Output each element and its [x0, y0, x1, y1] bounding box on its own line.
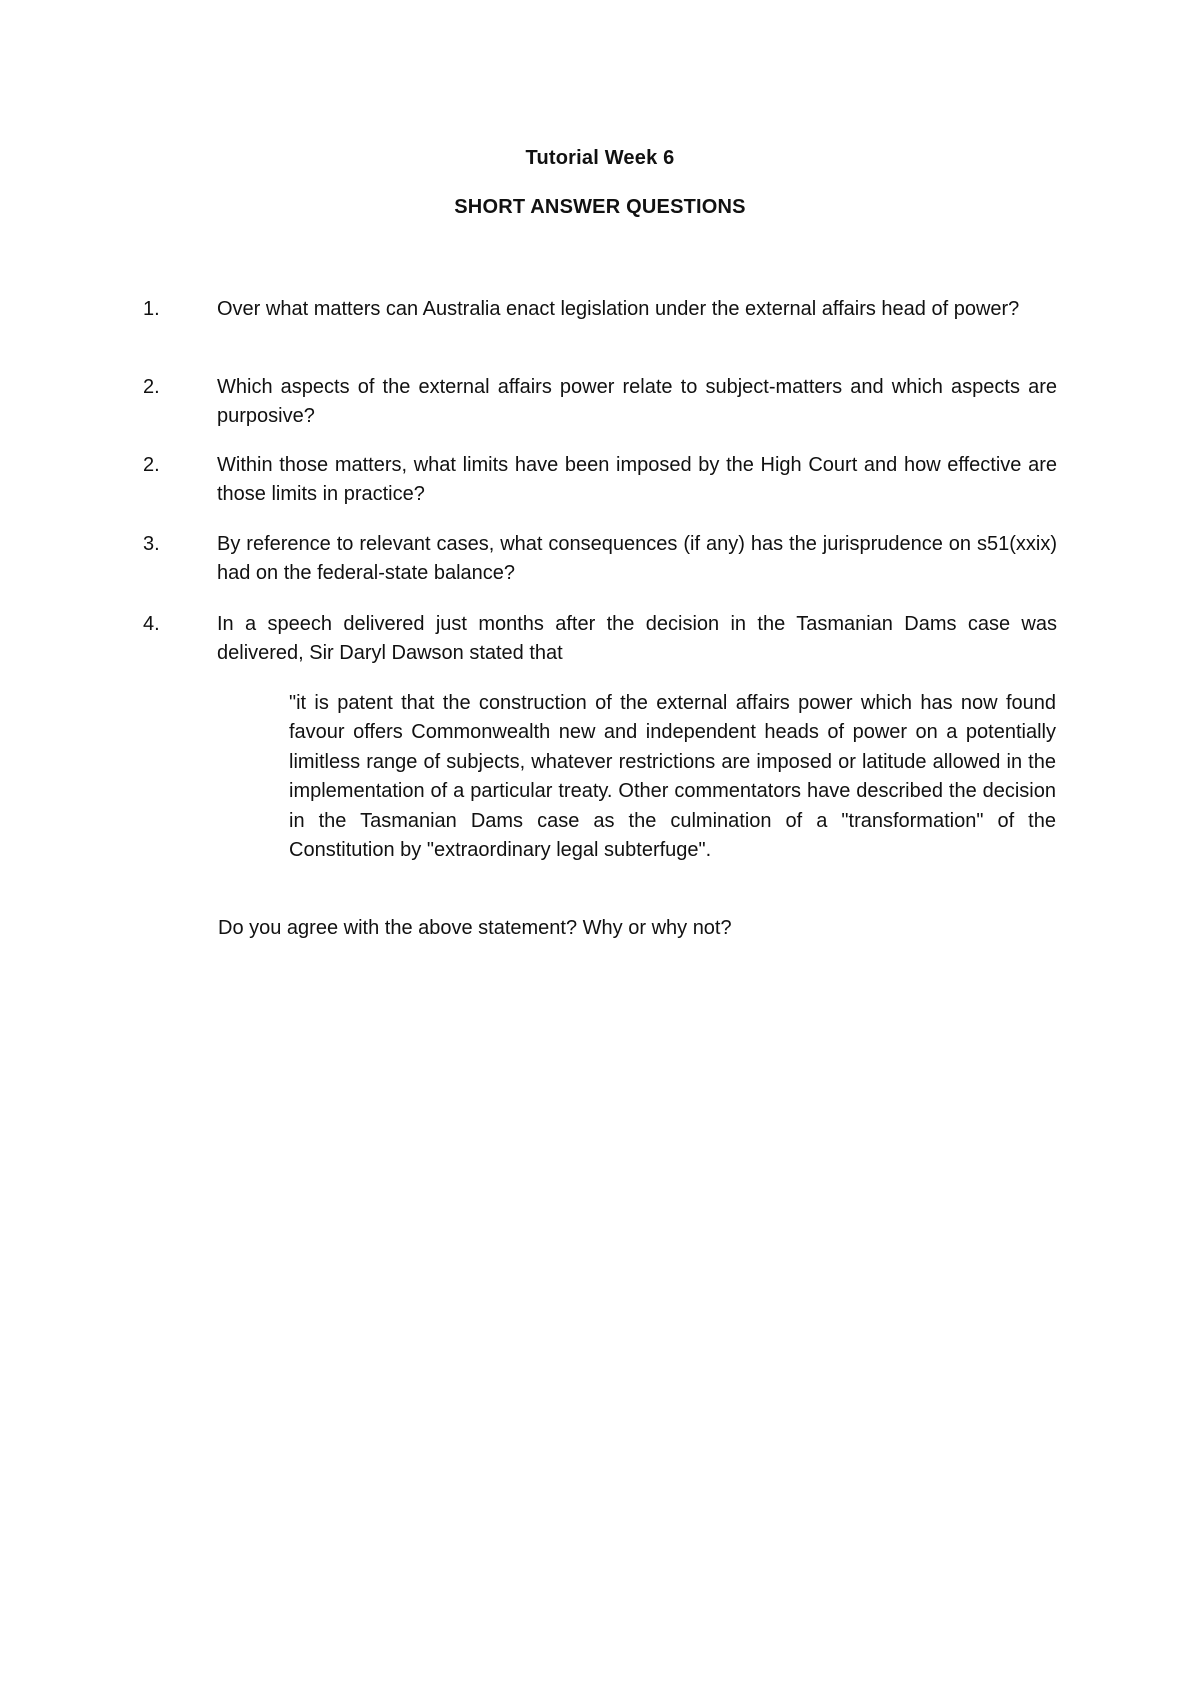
question-number: 2.: [143, 454, 160, 476]
document-subtitle: SHORT ANSWER QUESTIONS: [454, 196, 746, 218]
block-quote: "it is patent that the construction of the external affairs power which has now found favour offers Commonwealth new and independent heads of power on a potentially limitless range of subjects, whatever restrictions are imposed or latitude allowed in the implementation of a particular treaty. Other commentators have described the decision in the Tasmanian Dams case as the culmination of a "transformation" of the Constitution by "extraordinary legal subterfuge".: [289, 692, 1056, 862]
question-text: Within those matters, what limits have been imposed by the High Court and how effective are those limits in practice?: [217, 454, 1057, 505]
question-text: By reference to relevant cases, what consequences (if any) has the jurisprudence on s51(xxix) had on the federal-state balance?: [217, 533, 1057, 584]
question-number: 2.: [143, 376, 160, 398]
question-text: In a speech delivered just months after the decision in the Tasmanian Dams case was delivered, Sir Daryl Dawson stated that: [217, 613, 1057, 664]
question-number: 3.: [143, 533, 160, 555]
question-number: 4.: [143, 613, 160, 635]
followup-question: Do you agree with the above statement? Why or why not?: [218, 917, 732, 939]
question-text: Over what matters can Australia enact legislation under the external affairs head of power?: [217, 298, 1020, 320]
document-title: Tutorial Week 6: [525, 147, 675, 169]
question-text: Which aspects of the external affairs power relate to subject-matters and which aspects are purposive?: [217, 376, 1057, 427]
question-number: 1.: [143, 298, 160, 320]
